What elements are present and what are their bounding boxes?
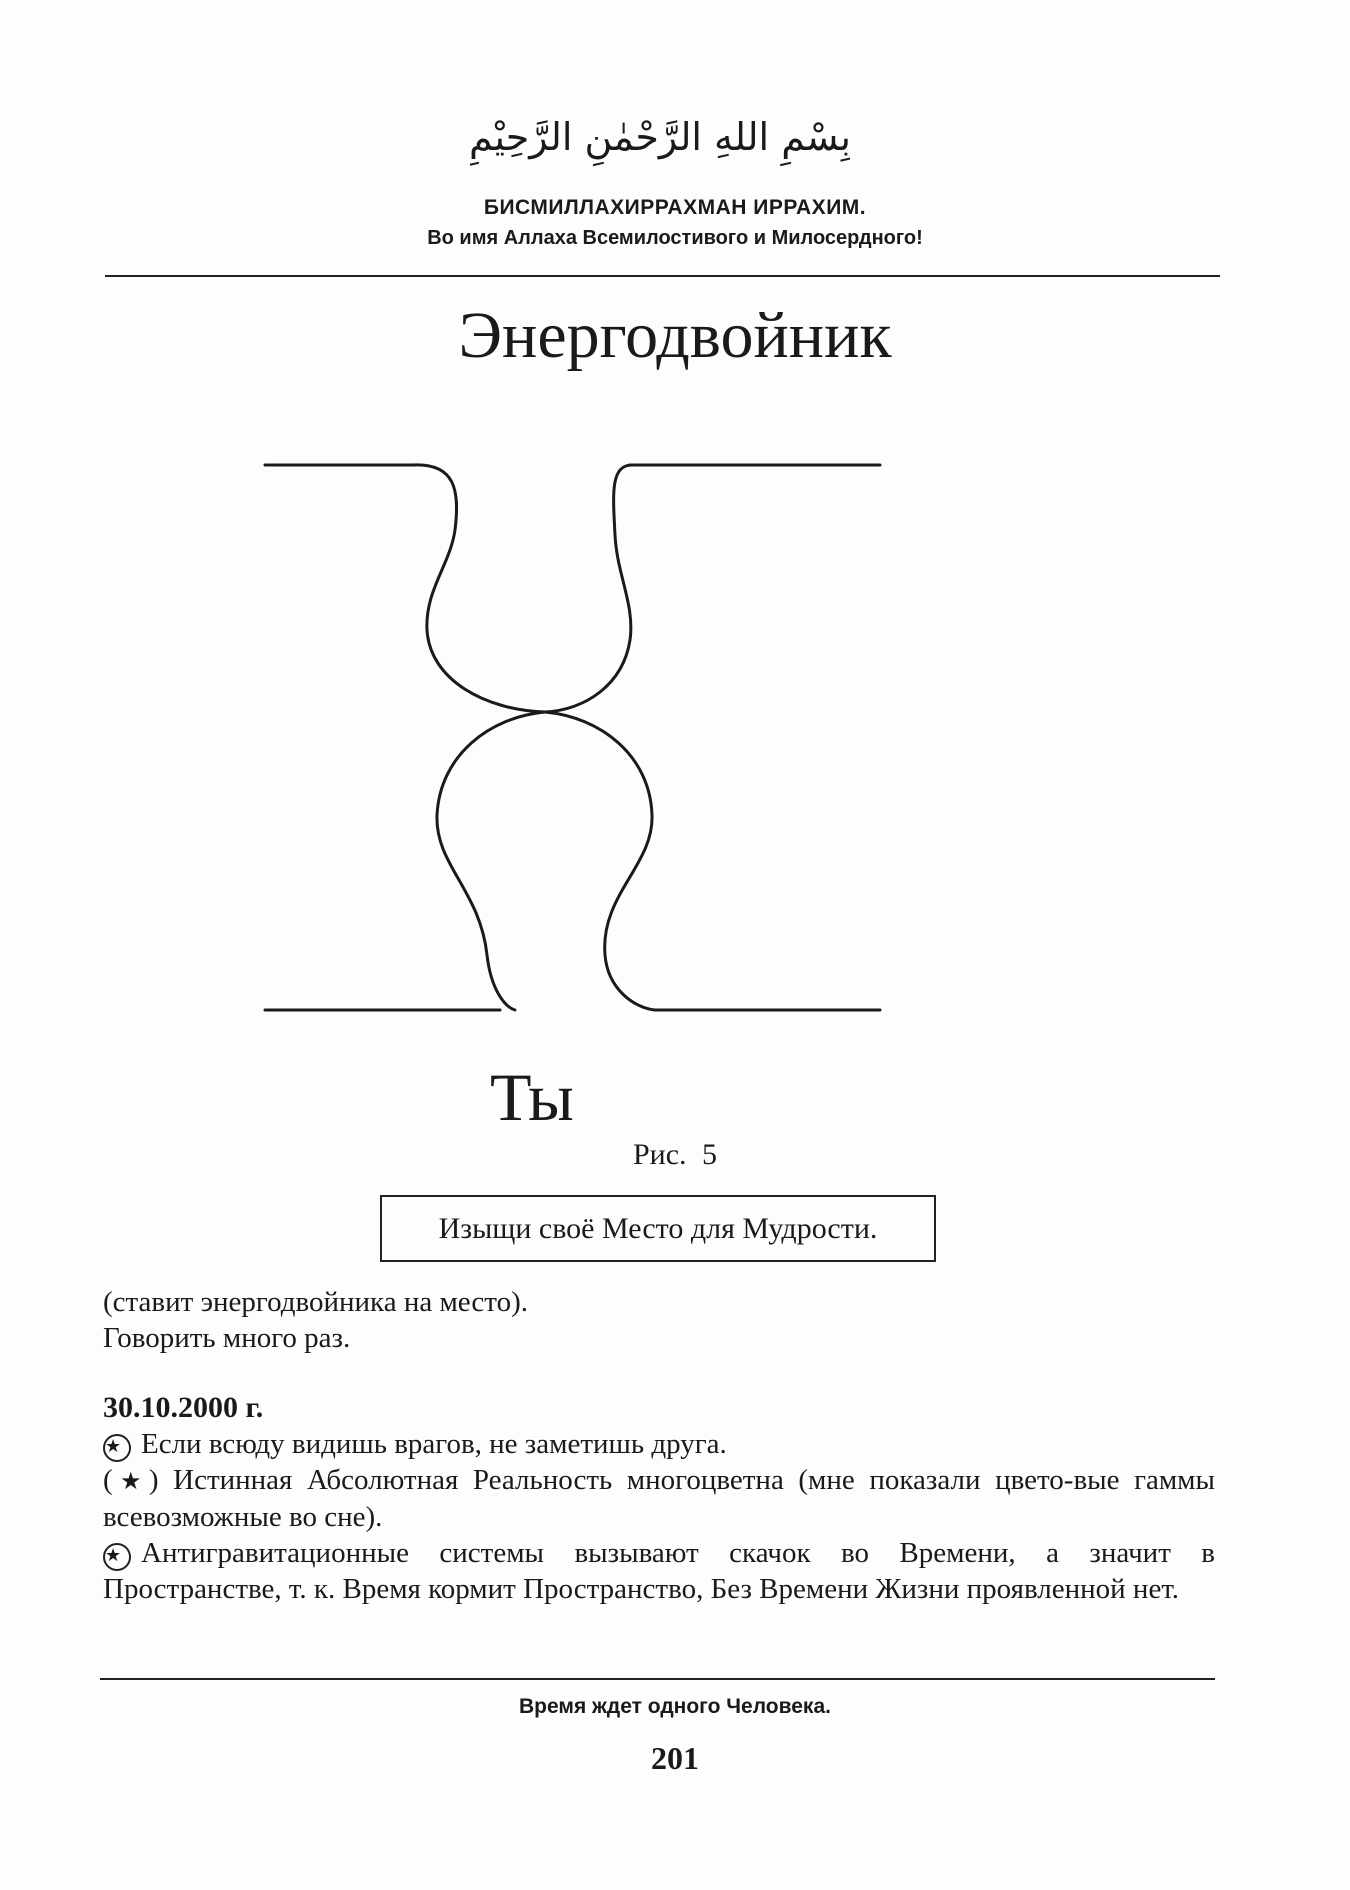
entry-list <box>103 1426 1215 1607</box>
calligraphy-image <box>470 88 850 180</box>
figure-right-contour <box>545 465 655 1010</box>
footer-motto: Время ждет одного Человека. <box>519 1695 831 1718</box>
energy-double-figure <box>255 455 895 1015</box>
footer-divider <box>100 1678 1215 1680</box>
star-icon: ★ <box>112 1467 149 1495</box>
entry-date: 30.10.2000 г. <box>103 1391 264 1424</box>
list-item: (★) Истинная Абсолютная Реальность многоцветна (мне показали цвето-вые гаммы всевозможные во сне). <box>103 1464 1216 1533</box>
bismillah-calligraphy <box>470 88 850 180</box>
list-item <box>103 1535 1215 1607</box>
list-item-text: Антигравитационные системы вызывают скачок во Времени, а значит в Пространстве, т. к. Время кормит Пространство, Без Времени Жизни проявленной нет. <box>103 1537 1215 1605</box>
star-in-circle-icon: ★ <box>103 1543 131 1571</box>
list-item <box>103 1426 1215 1462</box>
boxed-phrase: Изыщи своё Место для Мудрости. <box>380 1195 936 1262</box>
page-title: Энергодвойник <box>458 299 892 372</box>
header-transliteration: БИСМИЛЛАХИРРАХМАН ИРРАХИМ. <box>483 196 867 219</box>
svg-text:بِسْمِ اللهِ الرَّحْمٰنِ الرَّ: بِسْمِ اللهِ الرَّحْمٰنِ الرَّحِيْمِ <box>470 115 850 159</box>
instruction-text: (ставит энергодвойника на место). <box>103 1286 528 1318</box>
list-item-text: Если всюду видишь врагов, не заметишь друга. <box>141 1428 727 1460</box>
figure-left-contour <box>413 465 545 1010</box>
star-in-circle-icon: ★ <box>103 1434 131 1462</box>
header-divider <box>105 275 1220 277</box>
figure-label: Ты <box>490 1059 574 1135</box>
instruction-repeat-text: Говорить много раз. <box>103 1322 351 1354</box>
figure-caption: Рис. 5 <box>632 1138 718 1171</box>
list-item-text: Истинная Абсолютная Реальность многоцветна (мне показали цвето-вые гаммы всевозможные во сне). <box>103 1464 1216 1533</box>
header-translation: Во имя Аллаха Всемилостивого и Милосердного! <box>427 227 923 249</box>
page-number: 201 <box>651 1740 699 1776</box>
